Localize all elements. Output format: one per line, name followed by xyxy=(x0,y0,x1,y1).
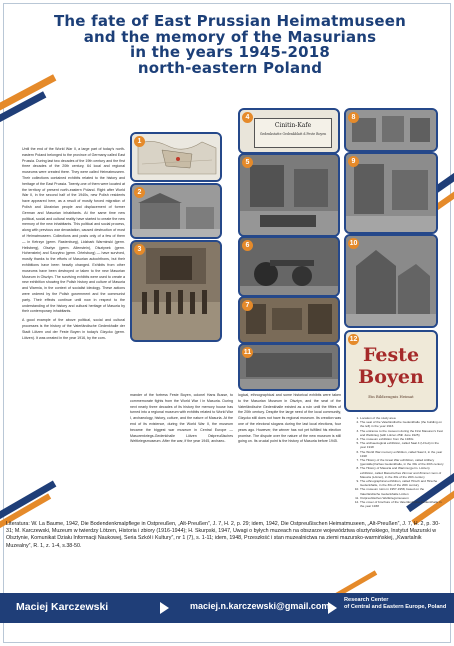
photo-9-ethnographic xyxy=(344,152,438,234)
title-line-4: north-eastern Poland xyxy=(137,58,323,77)
footer-institution-line-2: of Central and Eastern Europe, Poland xyxy=(344,604,447,610)
building-photo xyxy=(132,185,220,237)
title-line-2: and the memory of the Masurians xyxy=(83,27,377,46)
cover-line-2: Boyen xyxy=(358,366,424,388)
text-column-1 xyxy=(22,147,125,344)
label-card xyxy=(254,118,332,148)
caption-item: 2. The seat of the Vaterländische Gedenkhalle (the building on the left) in the year 1916 xyxy=(360,420,444,428)
interior-photo xyxy=(240,298,338,342)
text-col1-paragraph-1: Until the end of the World War II, a large part of today's north-eastern Poland belonged to the province of Germany called East Prussia. During last two decades of the 19th century and the first three decades of the 20th century, 64 local and regional museums were created there. They were called Heimatmuseen. Their collections contained exhibits related to the history and heritage of the East Prussia. Twenty-one of them were located at the territory of present north-eastern Poland. Right after World War II, in the second half of the 1940s, new Polish residents have appeared here, as a result of mostly forced migration of Polish and Ukrainian people and displacement of former German and Masurian inhabitants. At the same time new political, social and cultural reality have started to create the new memory of the new inhabitants. This political and social process, along with previous war devastation, caused destruction of most of Heimatmuseen. Collections and posts only of a few of them — in Ketrzyn (germ. Rastenburg), Lidzbark Warminski (germ. Heilsberg), Olsztyn (germ. Allenstein), Olsztynek (germ. Hohenstein) and Szczytno (germ. Ortelsburg) — have survived, mostly thanks to the efforts of Masurian autochthons, but their exhibitions have been heavily changed. Exhibits from other museums have been destroyed or taken to the new Masurian Museum in Olsztyn. The surviving exhibits were used to create a new exhibition showing the Polish history and culture of Masuria and Warmia, in the context of socialist ideology. These actions were ordered by the Polish government and the communist party. Their effects continue until now in respect to the understanding of the history and cultural heritage of Masuria by their contemporary inhabitants. xyxy=(22,147,126,314)
photo-4-museum-label xyxy=(238,108,340,154)
caption-item: 1. Location of the study area xyxy=(360,416,444,420)
caption-item: 4. The museum exhibition from the 1930s xyxy=(360,437,444,441)
caption-item: 5. The archaeological exhibition, called Saal 4 (Urzeit) in the year 1918 xyxy=(360,441,444,449)
text-col2-paragraph: mander of the fortress Feste Boyen, colonel Hans Busse, to commemorate fights from the World War I in Masuria. During next nearly three decades of its history the memory house has turned into a regional museum with exhibits related to World War I, archaeology, history, culture, and the nature of Masuria. At the end of its existence, during the World War II, the museum became the biggest war museum in Central Europe — Masurenkriegs-Gedenkhalle Lötzen Ostpreußisches Weltkriegsmuseum. After the war, if the year 1945, archaeo- xyxy=(130,393,233,444)
cover-line-1: Feste xyxy=(362,344,420,366)
photo-number-5: 5 xyxy=(242,157,253,168)
photo-number-10: 10 xyxy=(349,240,358,247)
photo-10-ruins xyxy=(344,234,438,328)
entrance-photo xyxy=(132,242,220,340)
photo-number-11: 11 xyxy=(243,349,252,356)
room-photo xyxy=(346,110,436,150)
label-card-subtitle: Gedenkstatte Gedenkblatt d.Feste Boyen xyxy=(259,132,327,136)
photo-7-interior xyxy=(238,296,340,344)
footer-email-link[interactable]: maciej.n.karczewski@gmail.com xyxy=(190,601,330,611)
photo-3-entrance xyxy=(130,240,222,342)
caption-item: 8. The History of Masuria and Warmia (germ. Lötzen) exhibition, called Masurisches Zimmer and Zimmer room of Masuria (Lötzen), in the 30s of the 20th century xyxy=(360,466,444,479)
caption-item: 12. The cover of brochure of the Vaterländische Gedenkhalle in the year 1938 xyxy=(360,500,444,508)
title-line-1: The fate of East Prussian Heimatmuseen xyxy=(53,12,406,30)
photo-number-8: 8 xyxy=(348,112,359,123)
literature: Literatura: W. La Baume, 1942, Die Bodendenkmalpflege in Ostpreußen, „Alt-Preußen”, J. 7, H. 2, p. 29; idem, 1942, Die Ostpreußischen Heimatmuseen, „Alt-Preußen”, J. 7, H. 2, p. 30-31; M. Karczewski, Muzeum w twierdzy Lötzen, Historia i zbiory (1916-1944); H. Skurpski, 1947, Uwagi o byłych muzeach na obszarze województwa olsztyńskiego, Instytut Mazurski w Olsztynie, Komunikat Działu Informacji Naukowej, Seria Szkół i Kultury”, nr 1 (7), s. 1-11; idem, 1948, Przeszłość i stan muzealnictwa na ziemi mazursko-warmińskiej, „Kwartalnik Muzealny”, R. 1, z. 1-4, s.38-50. xyxy=(6,521,440,549)
photo-1-map xyxy=(130,132,222,182)
caption-item: 9. The ethnographical exhibition, called Hirsch and Hirsche Gedenkhalle, in the 30s of the 20th century xyxy=(360,479,444,487)
photo-number-4: 4 xyxy=(242,112,253,123)
arrow-icon xyxy=(328,602,337,614)
photo-captions xyxy=(352,416,444,508)
text-column-2 xyxy=(130,393,233,448)
photo-5-exhibition xyxy=(238,153,340,237)
photo-2-building xyxy=(130,183,222,239)
caption-item: 10. The museum ruins in 1957-1958, based on the Vaterländische Gedenkhalle Lötzen xyxy=(360,487,444,495)
arrow-icon xyxy=(160,602,169,614)
photo-6-artillery xyxy=(238,236,340,297)
footer-bar xyxy=(0,593,454,623)
caption-item: 11. Ostpreußisches Weltkriegsmuseum xyxy=(360,496,444,500)
exhibition-photo xyxy=(240,155,338,235)
text-col3-paragraph: logical, ethnographical and some historical exhibits were taken to the Masurian Museum in Olsztyn, and the seat of the Vaterländische Gedenkhalle existed as a ruin until the fifties of the 20th century. Despite the large need of the local community, Gizycko still does not have its regional museum. Its creation was one of the electoral slogans during the last local elections, four years ago. However, the winner has not yet fulfilled his election promise. The dispute over the nature of the new museum is still going on. Its crucial point is the history of Masuria before 1945. xyxy=(238,393,341,444)
caption-item: 7. The History of the Great War exhibition, called Artillery (gemälde)Vorbau Gedenkhalle, in the 30s of the 20th century xyxy=(360,458,444,466)
photo-number-6: 6 xyxy=(242,240,253,251)
photo-number-12: 12 xyxy=(349,336,358,343)
photo-number-1: 1 xyxy=(134,136,145,147)
map-illustration xyxy=(132,134,220,180)
photo-11-war-museum xyxy=(238,343,340,391)
caption-item: 3. The entrance to the museum during the First Masuren's Fest and Weltkrieg (with Lötzen 25th June 1925) xyxy=(360,429,444,437)
footer-author: Maciej Karczewski xyxy=(16,601,109,613)
ethnographic-photo xyxy=(346,154,436,232)
photo-number-9: 9 xyxy=(348,156,359,167)
photo-number-2: 2 xyxy=(134,187,145,198)
caption-list xyxy=(352,416,444,508)
artillery-photo xyxy=(240,238,338,295)
caption-item: 6. The World War memory exhibition, called Saal 4, in the year 1918 xyxy=(360,450,444,458)
photo-number-3: 3 xyxy=(134,244,145,255)
photo-8-room xyxy=(344,108,438,152)
label-card-title: Cinitin-Kafe xyxy=(274,122,312,129)
title-line-3: in the years 1945-2018 xyxy=(129,43,331,61)
footer-institution xyxy=(344,597,452,611)
photo-12-brochure-cover xyxy=(344,330,438,412)
ruins-photo xyxy=(346,236,436,326)
poster-title xyxy=(30,14,430,76)
war-museum-photo xyxy=(240,345,338,389)
footer-institution-line-1: Research Center xyxy=(344,597,389,603)
cover-line-3: Ein Bildzeugnis Heimat xyxy=(368,394,414,399)
text-col1-paragraph-2: A good example of the above political, social and cultural processes is the history of the Vaterländische Gedenkhalle der Stadt Lötzen und der Feste Boyen in today's Gizycko (germ. Lötzen). It was created in the year 1916, by the com- xyxy=(22,318,125,340)
photo-number-7: 7 xyxy=(242,300,253,311)
text-column-3 xyxy=(238,393,341,448)
